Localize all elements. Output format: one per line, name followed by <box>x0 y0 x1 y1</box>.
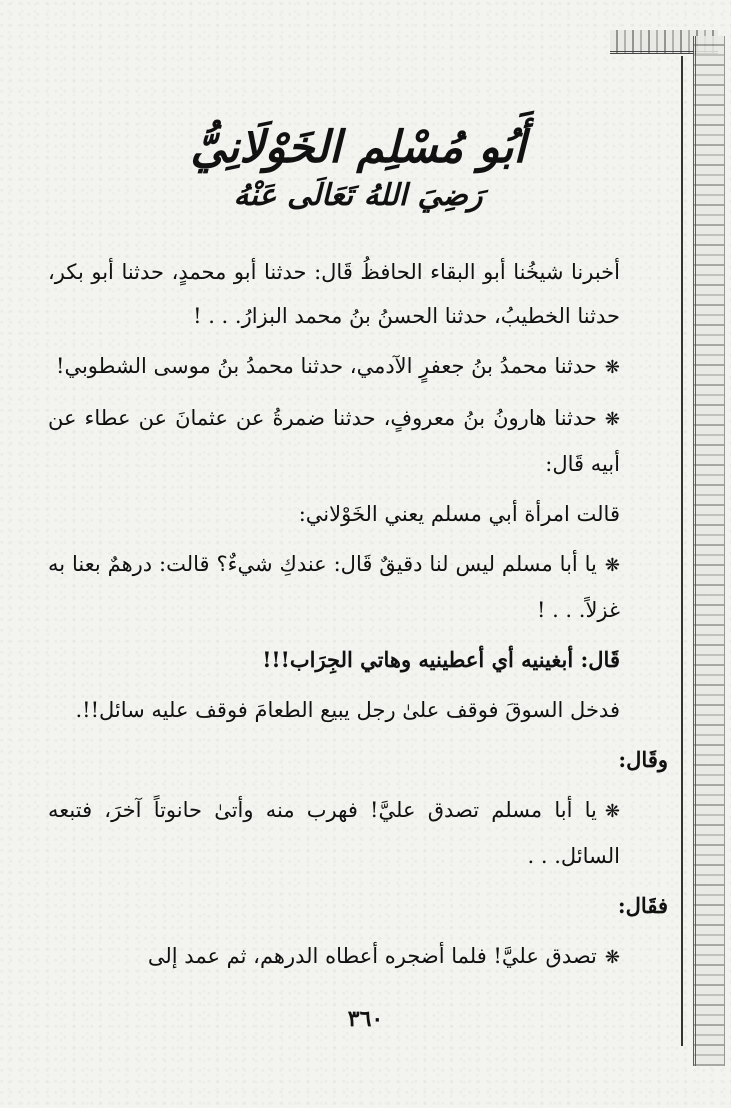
star-marker-icon: ❋ <box>604 555 620 576</box>
paragraph <box>48 884 668 928</box>
paragraph <box>48 788 668 878</box>
paragraph-text: قالت امرأة أبي مسلم يعني الخَوْلاني: <box>298 502 620 526</box>
paragraph <box>48 738 668 782</box>
star-marker-icon: ❋ <box>604 357 620 378</box>
paragraph <box>48 688 668 732</box>
star-marker-icon: ❋ <box>604 409 620 430</box>
paragraph <box>48 934 668 980</box>
paragraph-text: فدخل السوقَ فوقف علىٰ رجل يبيع الطعامَ فوقف عليه سائل!!. <box>75 698 620 722</box>
paragraph-text: تصدق عليَّ! فلما أضجره أعطاه الدرهم، ثم عمد إلى <box>147 944 597 968</box>
paragraph-text: قَال: أبغينيه أي أعطينيه وهاتي الجِرَاب!!! <box>262 647 620 672</box>
frame-line <box>681 56 683 1046</box>
paragraph-text: وقَال: <box>618 747 668 772</box>
paragraph <box>48 344 668 390</box>
paragraph <box>48 396 668 486</box>
paragraph <box>48 542 668 632</box>
chapter-subtitle: رَضِيَ اللهُ تَعَالَى عَنْهُ <box>233 178 483 213</box>
paragraph <box>48 250 668 338</box>
paragraph-text: حدثنا هارونُ بنُ معروفٍ، حدثنا ضمرةُ عن عثمانَ عن عطاء عن أبيه قَال: <box>48 406 620 476</box>
chapter-title: أَبُو مُسْلِم الخَوْلَانِيُّ <box>190 122 526 173</box>
paragraph-text: حدثنا محمدُ بنُ جعفرٍ الآدمي، حدثنا محمدُ بنُ موسى الشطوبي! <box>56 354 597 378</box>
paragraph-text: فقَال: <box>617 893 668 918</box>
paragraph-text: يا أبا مسلم ليس لنا دقيقٌ قَال: عندكِ شيءٌ؟ قالت: درهمٌ بعنا به غزلاً. . . ! <box>48 552 620 622</box>
star-marker-icon: ❋ <box>604 801 620 822</box>
star-marker-icon: ❋ <box>604 947 620 968</box>
paragraph-text: أخبرنا شيخُنا أبو البقاء الحافظُ قَال: حدثنا أبو محمدٍ، حدثنا أبو بكر، حدثنا الخطيبُ، حدثنا الحسنُ بنُ محمد البزارُ. . . ! <box>48 260 620 328</box>
paragraph <box>48 492 668 536</box>
decorative-border-side <box>693 36 725 1066</box>
paragraph <box>48 638 668 682</box>
page-number: ٣٦٠ <box>347 1006 384 1032</box>
paragraph-text: يا أبا مسلم تصدق عليَّ! فهرب منه وأتىٰ حانوتاً آخرَ، فتبعه السائل. . . <box>48 798 620 868</box>
page-content <box>48 120 668 986</box>
